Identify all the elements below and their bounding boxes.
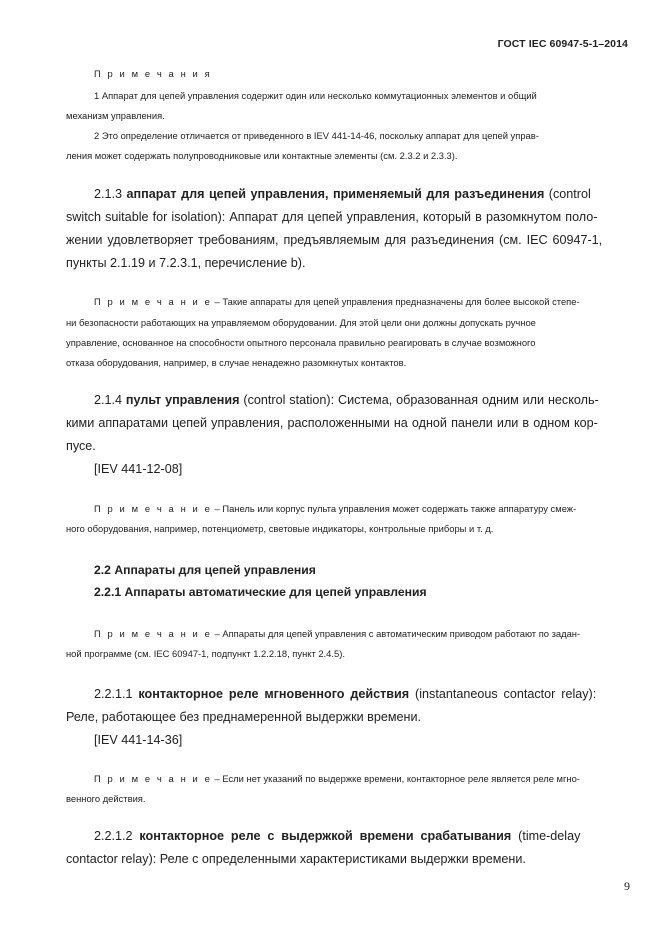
note-text: – Панель или корпус пульта управления может содержать также аппаратуру смеж- bbox=[211, 503, 577, 514]
section-2-1-3-line-1 bbox=[94, 187, 591, 201]
section-number: 2.2.1.2 bbox=[94, 829, 133, 843]
heading-2-2-1: 2.2.1 Аппараты автоматические для цепей управления bbox=[94, 585, 427, 599]
term-english: (instantaneous contactor relay): bbox=[415, 687, 597, 701]
note-1-line-1: 1 Аппарат для цепей управления содержит один или несколько коммутационных элементов и общий bbox=[94, 90, 537, 101]
section-number: 2.2.1.1 bbox=[94, 687, 133, 701]
note-text: – Такие аппараты для цепей управления предназначены для более высокой степе- bbox=[211, 296, 580, 307]
section-number: 2.1.4 bbox=[94, 393, 123, 407]
definition: (control station): Система, образованная одним или несколь- bbox=[243, 393, 599, 407]
section-2-2-1-1-line-2: Реле, работающее без преднамеренной выдержки времени. bbox=[66, 710, 421, 724]
note-label: П р и м е ч а н и е bbox=[94, 296, 212, 307]
page-number: 9 bbox=[624, 879, 630, 893]
note-label: П р и м е ч а н и е bbox=[94, 503, 212, 514]
note-label: П р и м е ч а н и е bbox=[94, 628, 212, 639]
note-line-2: ной программе (см. IEC 60947-1, подпункт 1.2.2.18, пункт 2.4.5). bbox=[66, 648, 345, 659]
section-2-1-3-line-3: жении удовлетворяет требованиям, предъявляемым для разъединения (см. IEC 60947-1, bbox=[66, 233, 603, 247]
note-line-1 bbox=[94, 628, 580, 639]
section-2-1-3-line-4: пункты 2.1.19 и 7.2.3.1, перечисление b). bbox=[66, 256, 306, 270]
term-english: (time-delay bbox=[518, 829, 581, 843]
note-line-4: отказа оборудования, например, в случае ненадежно разомкнутых контактов. bbox=[66, 357, 407, 368]
section-2-1-4-line-1 bbox=[94, 393, 599, 407]
section-2-1-4-line-2: кими аппаратами цепей управления, расположенными на одной панели или в одном кор- bbox=[66, 416, 598, 430]
section-number: 2.1.3 bbox=[94, 187, 123, 201]
note-text: – Если нет указаний по выдержке времени, контакторное реле является реле мгно- bbox=[211, 773, 580, 784]
note-line-2: венного действия. bbox=[66, 793, 146, 804]
term: контакторное реле мгновенного действия bbox=[138, 687, 410, 701]
section-2-2-1-2-line-1 bbox=[94, 829, 580, 843]
note-label: П р и м е ч а н и е bbox=[94, 773, 212, 784]
note-line-3: управление, основанное на способности опытного персонала правильно реагировать в случае возможного bbox=[66, 337, 536, 348]
note-1-line-2: механизм управления. bbox=[66, 110, 165, 121]
note-line-2: ни безопасности работающих на управляемом оборудовании. Для этой цели они должны допускать ручное bbox=[66, 317, 536, 328]
note-line-1 bbox=[94, 503, 576, 514]
heading-2-2: 2.2 Аппараты для цепей управления bbox=[94, 563, 316, 577]
section-2-1-3-line-2: switch suitable for isolation): Аппарат для цепей управления, который в разомкнутом поло- bbox=[66, 210, 598, 224]
term: контакторное реле с выдержкой времени срабатывания bbox=[139, 829, 512, 843]
note-2-line-2: ления может содержать полупроводниковые или контактные элементы (см. 2.3.2 и 2.3.3). bbox=[66, 150, 458, 161]
iev-reference: [IEV 441-14-36] bbox=[94, 733, 183, 747]
notes-title: П р и м е ч а н и я bbox=[94, 68, 212, 79]
note-line-1 bbox=[94, 773, 580, 784]
section-2-2-1-1-line-1 bbox=[94, 687, 596, 701]
note-line-2: ного оборудования, например, потенциометр, световые индикаторы, контрольные приборы и т. д. bbox=[66, 523, 494, 534]
document-header: ГОСТ IEC 60947-5-1–2014 bbox=[497, 38, 628, 50]
term: аппарат для цепей управления, применяемый для разъединения bbox=[126, 187, 545, 201]
term-english: (control bbox=[548, 187, 591, 201]
note-text: – Аппараты для цепей управления с автоматическим приводом работают по задан- bbox=[211, 628, 581, 639]
note-2-line-1: 2 Это определение отличается от приведенного в IEV 441-14-46, поскольку аппарат для цепей управ- bbox=[94, 130, 539, 141]
section-2-2-1-2-line-2: contactor relay): Реле с определенными характеристиками выдержки времени. bbox=[66, 852, 526, 866]
iev-reference: [IEV 441-12-08] bbox=[94, 462, 183, 476]
section-2-1-4-line-3: пусе. bbox=[66, 439, 96, 453]
term: пульт управления bbox=[125, 393, 240, 407]
note-line-1 bbox=[94, 296, 580, 307]
